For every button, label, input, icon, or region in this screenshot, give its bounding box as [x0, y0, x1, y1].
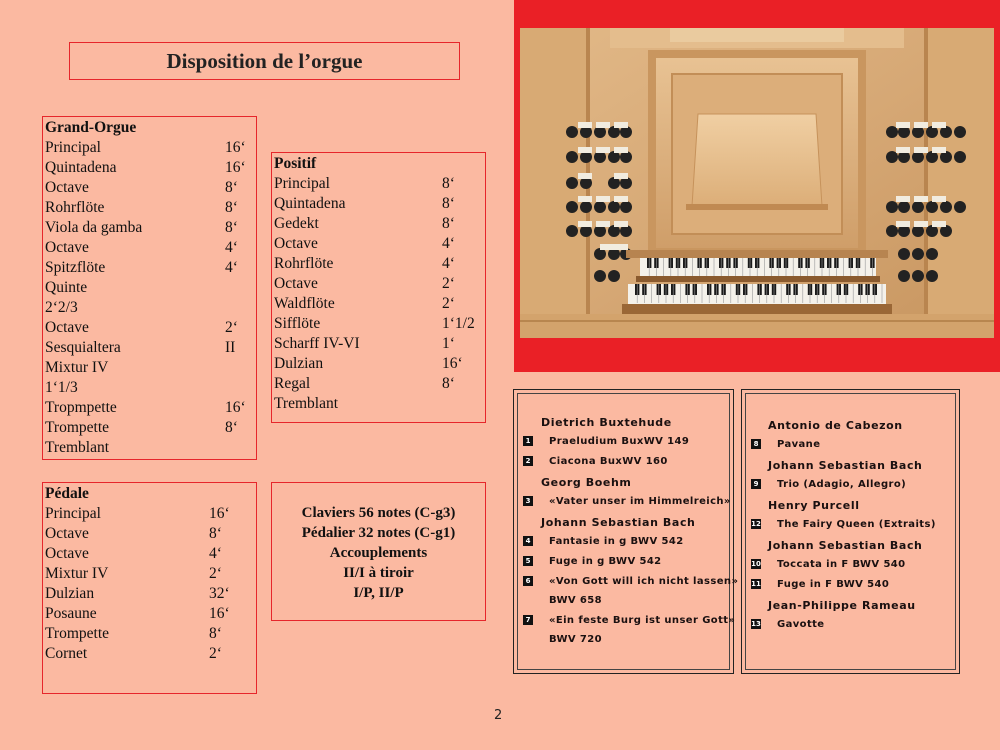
stop-pitch: 8‘ [225, 419, 238, 436]
stop-name: Octave [274, 235, 318, 252]
stop-pitch: 8‘ [225, 219, 238, 236]
program-piece [523, 611, 735, 649]
stop-row [274, 274, 485, 294]
stop-pitch: 8‘ [442, 195, 455, 212]
program-piece [751, 555, 906, 574]
stop-row [274, 374, 485, 394]
stop-name: Principal [45, 139, 101, 156]
page-number: 2 [494, 708, 503, 723]
piece-title [777, 615, 825, 634]
stop-name: Rohrflöte [45, 199, 105, 216]
stop-pitch: 2‘ [209, 565, 222, 582]
stop-row [45, 504, 256, 524]
stop-pitch: 8‘ [442, 175, 455, 192]
stop-name: Dulzian [274, 355, 324, 372]
stop-row [45, 258, 256, 278]
stop-pitch: 4‘ [442, 235, 455, 252]
stop-name: Octave [45, 319, 89, 336]
stop-name: Principal [45, 505, 101, 522]
stop-row [274, 174, 485, 194]
piece-title [777, 475, 906, 494]
piece-title [549, 452, 668, 471]
stop-name: Quinte [45, 279, 88, 296]
program-piece [751, 475, 906, 494]
stop-pitch: 16‘ [225, 399, 246, 416]
piece-title-line: Gavotte [777, 619, 825, 630]
piece-title [777, 515, 936, 534]
stop-name: Regal [274, 375, 311, 392]
stop-name: Octave [45, 545, 89, 562]
stop-pitch: 8‘ [209, 525, 222, 542]
info-line: I/P, II/P [353, 585, 404, 601]
stop-pitch: 8‘ [225, 199, 238, 216]
piece-number: 4 [523, 536, 533, 546]
stop-row [274, 254, 485, 274]
positif-box [271, 152, 486, 423]
stop-pitch: 16‘ [209, 605, 230, 622]
piece-title-line: Pavane [777, 439, 821, 450]
stop-row [45, 564, 256, 584]
stop-row [274, 334, 485, 354]
stop-name: Tremblant [274, 395, 339, 412]
piece-title [549, 532, 684, 551]
stop-row [45, 178, 256, 198]
piece-number: 5 [523, 556, 533, 566]
piece-number: 6 [523, 576, 533, 586]
program-piece [523, 452, 668, 471]
stop-name: Scharff IV-VI [274, 335, 360, 352]
piece-title-continuation: BWV 720 [549, 634, 603, 645]
stop-row [274, 234, 485, 254]
stop-name: Posaune [45, 605, 97, 622]
piece-number: 2 [523, 456, 533, 466]
grand-orgue-box [42, 116, 257, 460]
info-line: Pédalier 32 notes (C-g1) [301, 525, 456, 541]
stop-pitch: 16‘ [209, 505, 230, 522]
piece-title [549, 492, 731, 511]
program-piece [523, 532, 684, 551]
positif-stop-list [274, 174, 485, 414]
stop-name: Cornet [45, 645, 88, 662]
composer-name: Johann Sebastian Bach [768, 459, 923, 472]
stop-pitch: 4‘ [442, 255, 455, 272]
stop-pitch: 2‘ [209, 645, 222, 662]
composer-name: Antonio de Cabezon [768, 419, 903, 432]
piece-title-line: «Von Gott will ich nicht lassen» [549, 576, 739, 587]
piece-title [777, 555, 906, 574]
stop-name: Mixtur IV [45, 565, 109, 582]
stop-name: Waldflöte [274, 295, 335, 312]
stop-pitch: 1‘1/2 [442, 315, 475, 332]
stop-pitch: 2‘ [442, 275, 455, 292]
piece-title-continuation: BWV 658 [549, 595, 603, 606]
organ-console-photo [520, 28, 994, 338]
stop-row [45, 218, 256, 238]
stop-name: Quintadena [274, 195, 346, 212]
stop-row [45, 544, 256, 564]
stop-name: Dulzian [45, 585, 95, 602]
stop-row [45, 358, 256, 378]
stop-row [274, 294, 485, 314]
stop-pitch: 1‘ [442, 335, 455, 352]
stop-row [45, 318, 256, 338]
piece-title-line: Praeludium BuxWV 149 [549, 436, 690, 447]
stop-row [45, 584, 256, 604]
info-line: Claviers 56 notes (C-g3) [301, 505, 456, 521]
organ-info-box [271, 482, 486, 621]
stop-pitch: 4‘ [225, 259, 238, 276]
page-title: Disposition de l’orgue [166, 48, 363, 73]
piece-number: 11 [751, 580, 761, 588]
stop-row [274, 394, 485, 414]
stop-name: Octave [45, 525, 89, 542]
piece-number: 12 [751, 520, 761, 528]
grand-orgue-header: Grand-Orgue [45, 119, 137, 136]
program-piece [751, 435, 820, 454]
stop-row [274, 214, 485, 234]
composer-name: Henry Purcell [768, 499, 860, 512]
piece-title-line: The Fairy Queen (Extraits) [777, 519, 936, 530]
title-box [69, 42, 460, 80]
pedale-stop-list [45, 504, 256, 664]
stop-row [45, 438, 256, 458]
piece-title-line: Fuge in g BWV 542 [549, 556, 662, 567]
stop-row [45, 378, 256, 398]
stop-name: Sifflöte [274, 315, 321, 332]
stop-pitch: 8‘ [225, 179, 238, 196]
stop-pitch: 8‘ [209, 625, 222, 642]
stop-name: Spitzflöte [45, 259, 106, 276]
piece-title-line: Trio (Adagio, Allegro) [777, 479, 907, 490]
stop-name: Tremblant [45, 439, 110, 456]
stop-name: Tropmpette [45, 399, 117, 416]
stop-name: 1‘1/3 [45, 379, 78, 396]
program-piece [751, 615, 825, 634]
program-box-left [513, 389, 739, 674]
stop-row [274, 194, 485, 214]
stop-name: Quintadena [45, 159, 117, 176]
stop-name: Principal [274, 175, 330, 192]
stop-row [274, 314, 485, 334]
piece-number: 9 [751, 479, 761, 489]
stop-row [45, 298, 256, 318]
program-box-right [741, 389, 960, 674]
stop-row [274, 354, 485, 374]
stop-name: Viola da gamba [45, 219, 143, 236]
stop-row [45, 278, 256, 298]
stop-pitch: 2‘ [442, 295, 455, 312]
piece-title-line: Toccata in F BWV 540 [777, 559, 906, 570]
piece-title-line: «Vater unser im Himmelreich» [549, 496, 731, 507]
stop-name: Trompette [45, 419, 110, 436]
stop-pitch: 2‘ [225, 319, 238, 336]
piece-title [777, 435, 820, 454]
stop-pitch: 4‘ [209, 545, 222, 562]
stop-name: Sesquialtera [45, 339, 121, 356]
stop-name: Gedekt [274, 215, 319, 232]
program-piece [523, 432, 689, 451]
composer-name: Dietrich Buxtehude [541, 416, 672, 429]
program-piece [523, 492, 731, 511]
stop-pitch: 8‘ [442, 215, 455, 232]
stop-pitch: 16‘ [225, 159, 246, 176]
piece-title-line: Fantasie in g BWV 542 [549, 536, 684, 547]
stop-name: Rohrflöte [274, 255, 334, 272]
stop-row [45, 624, 256, 644]
info-line: II/I à tiroir [343, 565, 414, 581]
pedale-header: Pédale [45, 485, 89, 502]
piece-number: 3 [523, 496, 533, 506]
stop-row [45, 138, 256, 158]
stop-name: Octave [45, 239, 89, 256]
stop-name: Trompette [45, 625, 110, 642]
stop-pitch: II [225, 339, 236, 356]
program-piece [523, 552, 662, 571]
stop-row [45, 158, 256, 178]
piece-number: 1 [523, 436, 533, 446]
piece-number: 13 [751, 620, 761, 628]
stop-row [45, 198, 256, 218]
stop-name: Octave [274, 275, 318, 292]
stop-row [45, 338, 256, 358]
photo-frame [514, 0, 1000, 372]
stop-name: Mixtur IV [45, 359, 109, 376]
piece-number: 8 [751, 439, 761, 449]
program-piece [751, 575, 889, 594]
stop-row [45, 604, 256, 624]
stop-pitch: 16‘ [225, 139, 246, 156]
stop-name: Octave [45, 179, 89, 196]
stop-pitch: 4‘ [225, 239, 238, 256]
composer-name: Johann Sebastian Bach [768, 539, 923, 552]
stop-name: 2‘2/3 [45, 299, 78, 316]
stop-row [45, 524, 256, 544]
stop-row [45, 398, 256, 418]
piece-title [549, 572, 738, 610]
composer-name: Jean-Philippe Rameau [768, 599, 916, 612]
grand-orgue-stop-list [45, 138, 256, 458]
composer-name: Johann Sebastian Bach [541, 516, 696, 529]
program-piece [523, 572, 738, 610]
piece-title [549, 611, 735, 649]
stop-pitch: 8‘ [442, 375, 455, 392]
stop-row [45, 418, 256, 438]
piece-number: 10 [751, 560, 761, 568]
info-line: Accouplements [329, 545, 428, 561]
piece-title-line: Fuge in F BWV 540 [777, 579, 890, 590]
stop-row [45, 238, 256, 258]
stop-row [45, 644, 256, 664]
program-piece [751, 515, 936, 534]
piece-title [777, 575, 889, 594]
piece-number: 7 [523, 615, 533, 625]
positif-header: Positif [274, 155, 317, 172]
piece-title [549, 552, 662, 571]
piece-title-line: «Ein feste Burg ist unser Gott» [549, 615, 736, 626]
stop-pitch: 16‘ [442, 355, 463, 372]
stop-pitch: 32‘ [209, 585, 230, 602]
pedale-box [42, 482, 257, 694]
piece-title-line: Ciacona BuxWV 160 [549, 456, 668, 467]
composer-name: Georg Boehm [541, 476, 632, 489]
piece-title [549, 432, 689, 451]
